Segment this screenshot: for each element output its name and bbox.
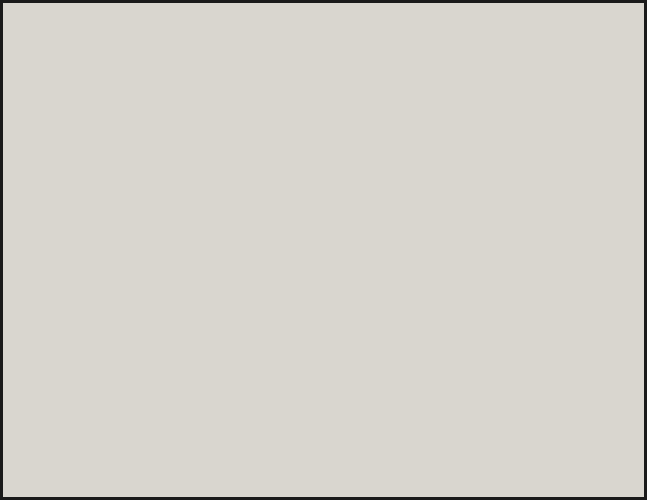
census-sheet	[3, 3, 644, 497]
form-grid	[3, 3, 644, 497]
